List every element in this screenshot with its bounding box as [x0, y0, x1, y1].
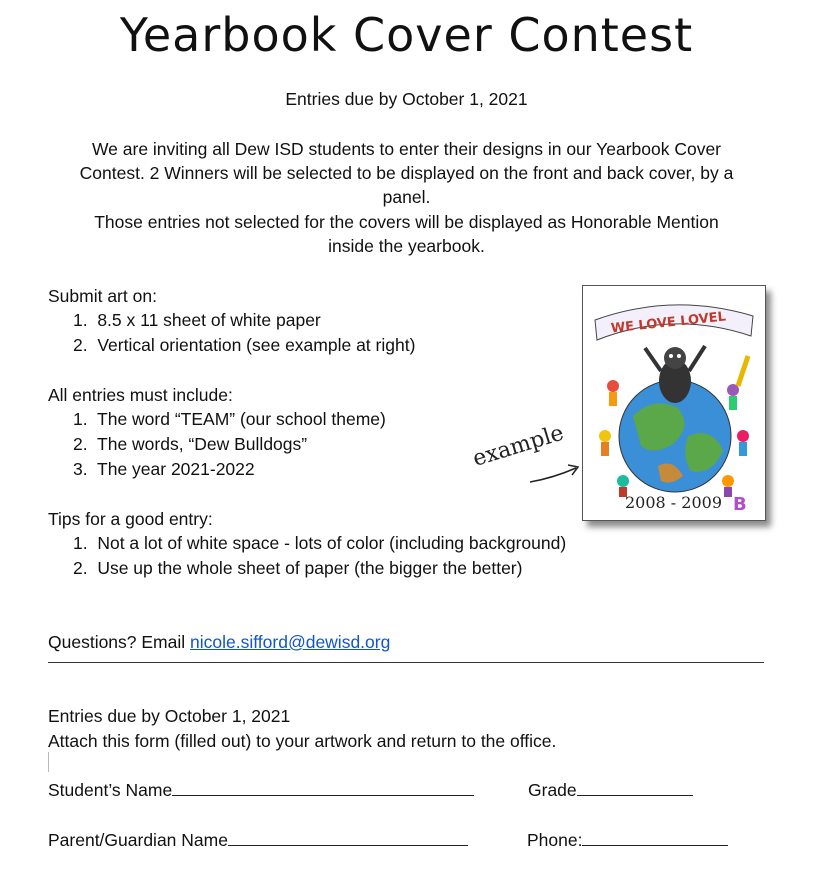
- phone-field[interactable]: [527, 827, 728, 852]
- list-item: 1. 8.5 x 11 sheet of white paper: [73, 310, 321, 330]
- intro-line-1: We are inviting all Dew ISD students to enter their designs in our Yearbook Cover: [91, 139, 722, 159]
- parent-name-label: Parent/Guardian Name: [48, 830, 228, 850]
- list-item: 2. The words, “Dew Bulldogs”: [73, 434, 308, 454]
- include-item-3: The year 2021-2022: [97, 459, 255, 479]
- example-label: example: [470, 420, 567, 472]
- submit-item-1: 8.5 x 11 sheet of white paper: [97, 310, 321, 330]
- list-item: 1. The word “TEAM” (our school theme): [73, 409, 386, 429]
- grade-field[interactable]: [528, 777, 693, 802]
- example-year-text: 2008 - 2009: [625, 493, 723, 512]
- svg-text:B: B: [733, 494, 747, 515]
- questions-line: [48, 630, 390, 654]
- phone-label: Phone:: [527, 830, 583, 850]
- list-item: 2. Vertical orientation (see example at right): [73, 335, 416, 355]
- email-link[interactable]: nicole.sifford@dewisd.org: [190, 632, 391, 652]
- grade-blank[interactable]: [577, 777, 693, 796]
- parent-name-field[interactable]: [48, 827, 468, 852]
- intro-line-3: panel.: [382, 187, 431, 207]
- form-due-line: Entries due by October 1, 2021: [48, 706, 291, 726]
- example-cover-image: [582, 285, 766, 521]
- include-heading: All entries must include:: [48, 385, 233, 405]
- student-name-field[interactable]: [48, 777, 474, 802]
- text-cursor: [48, 752, 49, 772]
- tips-heading: Tips for a good entry:: [48, 509, 213, 529]
- divider: [48, 662, 764, 663]
- tip-item-2: Use up the whole sheet of paper (the bigger the better): [97, 558, 523, 578]
- banner-text: WE LOVE LOVEL: [610, 309, 727, 337]
- student-name-blank[interactable]: [172, 777, 474, 796]
- list-item: 1. Not a lot of white space - lots of color (including background): [73, 533, 567, 553]
- intro-line-5: inside the yearbook.: [328, 236, 485, 256]
- submit-item-2: Vertical orientation (see example at right): [97, 335, 416, 355]
- list-item: 2. Use up the whole sheet of paper (the bigger the better): [73, 558, 523, 578]
- page-title: Yearbook Cover Contest: [119, 8, 694, 62]
- arrow-icon: [528, 460, 588, 490]
- parent-name-blank[interactable]: [228, 827, 468, 846]
- include-item-1: The word “TEAM” (our school theme): [97, 409, 386, 429]
- list-item: 3. The year 2021-2022: [73, 459, 255, 479]
- student-name-label: Student’s Name: [48, 780, 173, 800]
- example-cover-drawing: [583, 286, 765, 520]
- tip-item-1: Not a lot of white space - lots of color (including background): [97, 533, 567, 553]
- grade-label: Grade: [528, 780, 577, 800]
- form-attach-line: Attach this form (filled out) to your artwork and return to the office.: [48, 731, 557, 751]
- intro-line-2: Contest. 2 Winners will be selected to be displayed on the front and back cover, by a: [79, 163, 734, 183]
- due-date-header: Entries due by October 1, 2021: [285, 89, 528, 109]
- phone-blank[interactable]: [582, 827, 728, 846]
- intro-line-4: Those entries not selected for the covers will be displayed as Honorable Mention: [94, 212, 719, 232]
- questions-prefix: Questions? Email: [48, 632, 191, 652]
- submit-heading: Submit art on:: [48, 286, 157, 306]
- include-item-2: The words, “Dew Bulldogs”: [97, 434, 308, 454]
